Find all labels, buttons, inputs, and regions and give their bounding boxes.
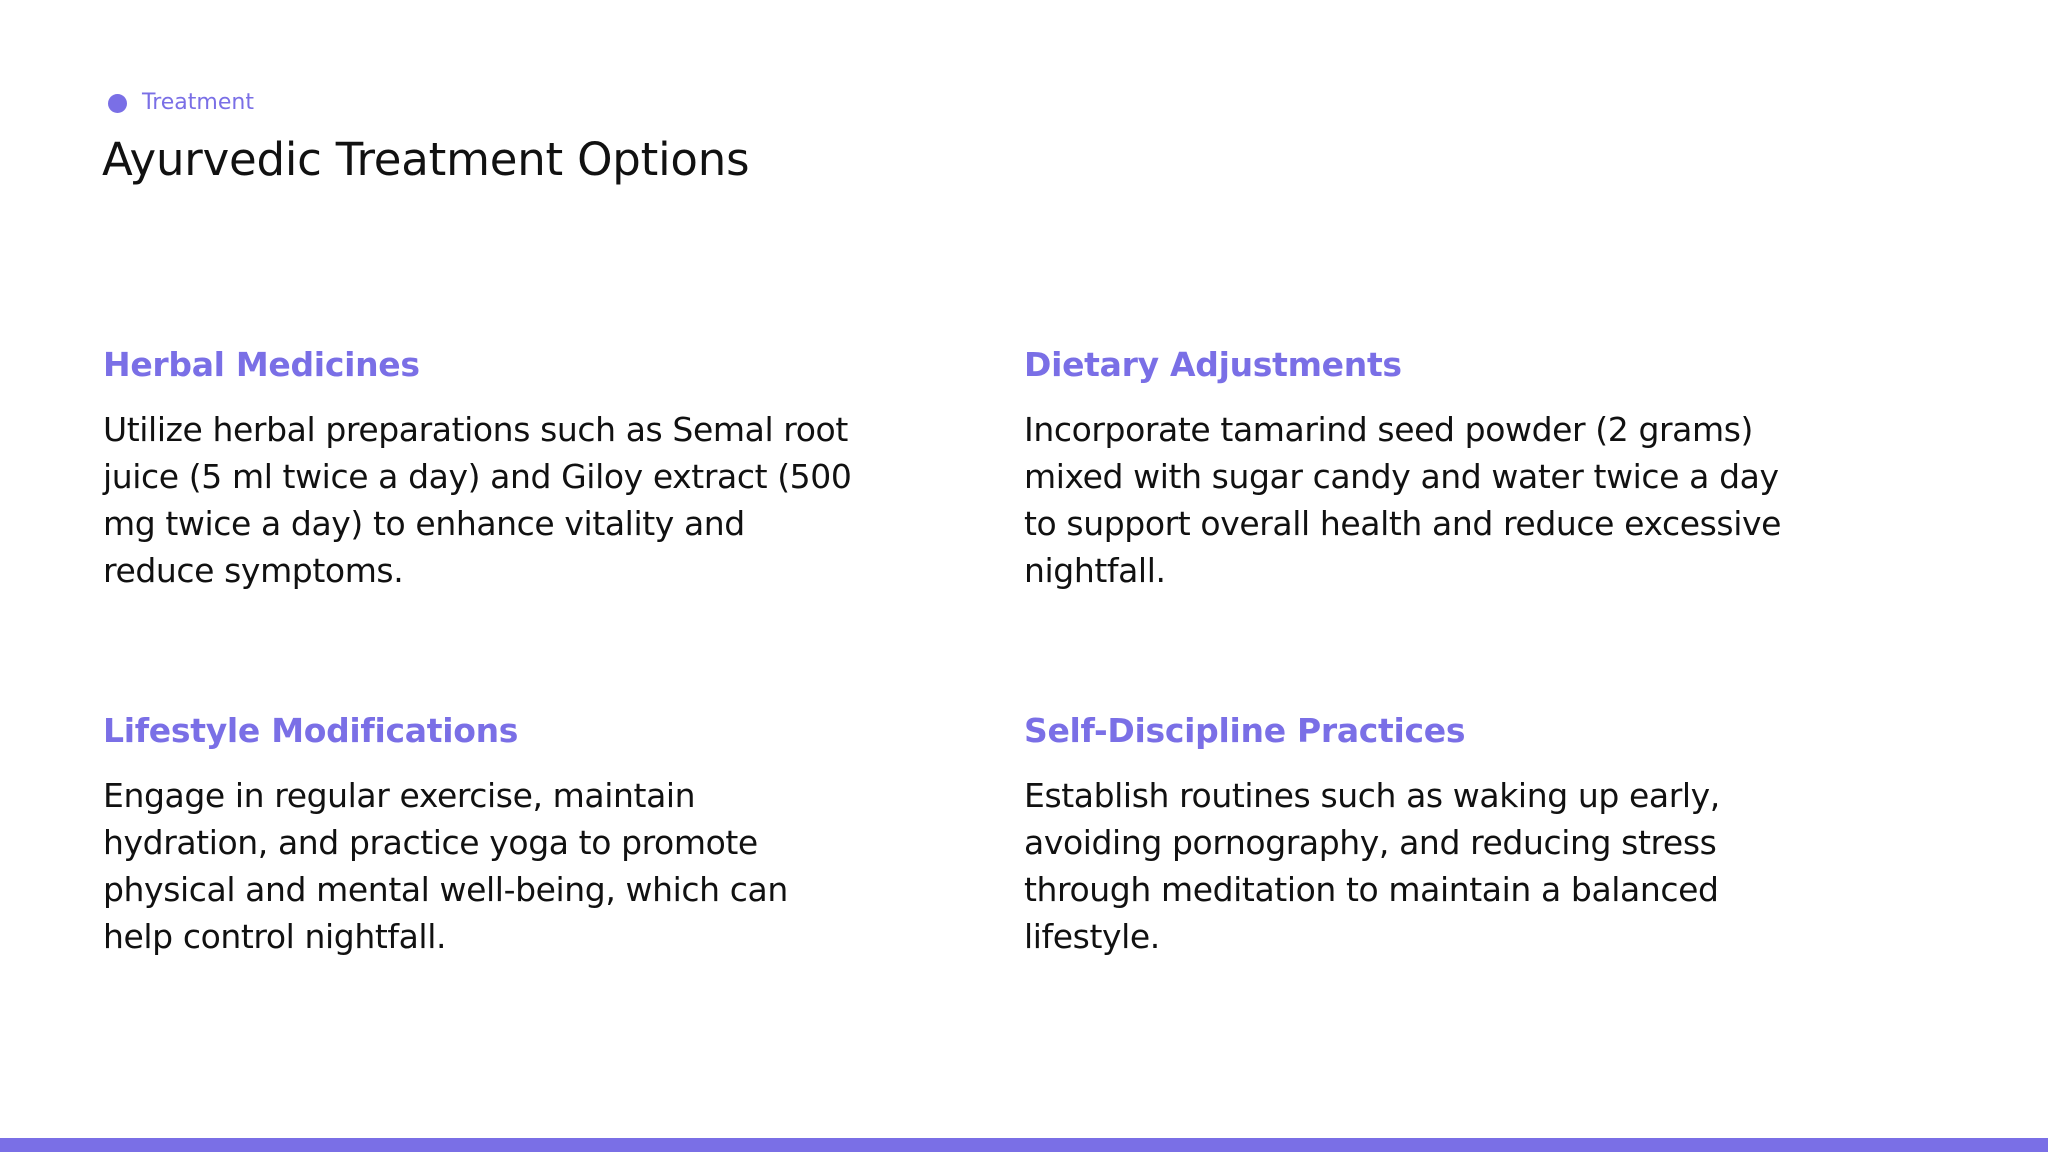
page-title: Ayurvedic Treatment Options [102, 133, 750, 186]
card-title: Self-Discipline Practices [1024, 711, 1466, 750]
card-title: Herbal Medicines [103, 345, 420, 384]
card-lifestyle-modifications [103, 708, 903, 960]
card-body: Utilize herbal preparations such as Semal root juice (5 ml twice a day) and Giloy extract (500 mg twice a day) to enhance vitality and reduce symptoms. [103, 410, 852, 590]
card-body: Establish routines such as waking up early, avoiding pornography, and reducing stress through meditation to maintain a balanced lifestyle. [1024, 776, 1720, 956]
section-label-text: Treatment [142, 90, 254, 115]
card-body: Incorporate tamarind seed powder (2 grams) mixed with sugar candy and water twice a day to support overall health and reduce excessive nightfall. [1024, 410, 1782, 590]
card-herbal-medicines [103, 342, 903, 594]
card-title: Lifestyle Modifications [103, 711, 519, 750]
card-title: Dietary Adjustments [1024, 345, 1402, 384]
bottom-accent-bar [0, 1138, 2048, 1152]
card-dietary-adjustments [1024, 342, 1824, 594]
section-label [108, 88, 254, 118]
card-self-discipline-practices [1024, 708, 1824, 960]
card-body: Engage in regular exercise, maintain hydration, and practice yoga to promote physical and mental well-being, which can help control nightfall. [103, 776, 788, 956]
bullet-dot-icon [108, 94, 127, 113]
